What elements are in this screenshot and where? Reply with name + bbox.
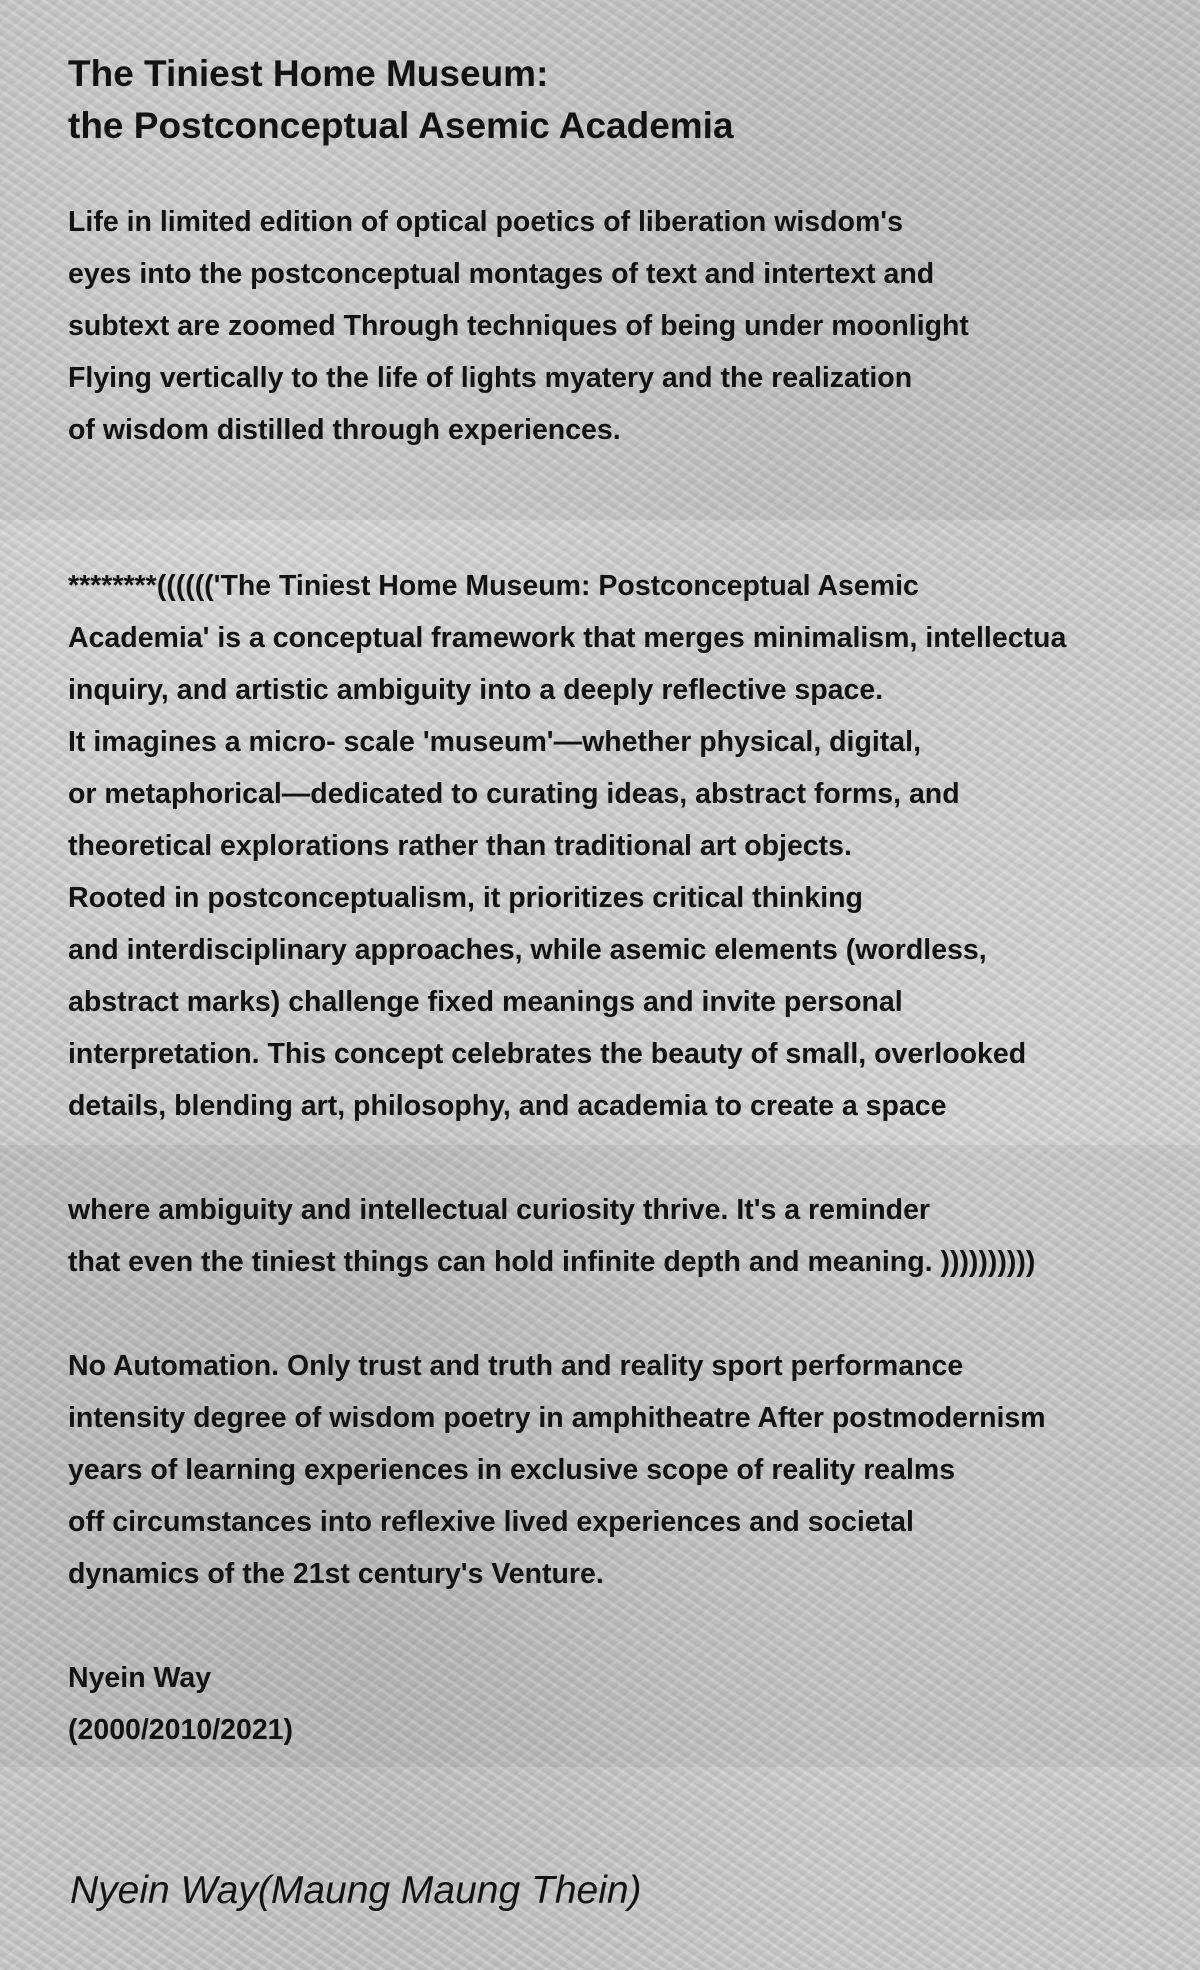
poem-line: It imagines a micro- scale 'museum'—whether physical, digital, (68, 726, 921, 758)
poem-blank-line (68, 1600, 1200, 1652)
poem-line: details, blending art, philosophy, and academia to create a space (68, 1090, 947, 1122)
poem-blank-line (68, 1132, 1200, 1184)
poem-body (68, 196, 1200, 1756)
poem-line: No Automation. Only trust and truth and reality sport performance (68, 1350, 964, 1382)
poem-line: where ambiguity and intellectual curiosity thrive. It's a reminder (68, 1194, 931, 1226)
poem-title-line: The Tiniest Home Museum: (68, 53, 549, 94)
poem-line: ********(((((('The Tiniest Home Museum: Postconceptual Asemic (68, 570, 919, 602)
poem-line: eyes into the postconceptual montages of text and intertext and (68, 258, 935, 290)
poem-line: theoretical explorations rather than traditional art objects. (68, 830, 852, 862)
poem-line: of wisdom distilled through experiences. (68, 414, 621, 446)
poem-blank-line (68, 456, 1200, 508)
poem-blank-line (68, 508, 1200, 560)
poem-line: off circumstances into reflexive lived experiences and societal (68, 1506, 914, 1538)
poem-line: interpretation. This concept celebrates the beauty of small, overlooked (68, 1038, 1027, 1070)
poem-title-line: the Postconceptual Asemic Academia (68, 105, 734, 146)
poem-line: subtext are zoomed Through techniques of being under moonlight (68, 310, 969, 342)
poem-title (68, 48, 1200, 152)
poem-line: Life in limited edition of optical poetics of liberation wisdom's (68, 206, 903, 238)
poem-line: that even the tiniest things can hold infinite depth and meaning. )))))))))) (68, 1246, 1036, 1278)
poem-line: or metaphorical—dedicated to curating ideas, abstract forms, and (68, 778, 960, 810)
poem-line: (2000/2010/2021) (68, 1714, 294, 1746)
poem-card (68, 48, 1200, 1756)
poem-line: Flying vertically to the life of lights myatery and the realization (68, 362, 913, 394)
poem-line: Academia' is a conceptual framework that merges minimalism, intellectua (68, 622, 1067, 654)
author-name: Nyein Way(Maung Maung Thein) (70, 1869, 642, 1912)
poem-line: years of learning experiences in exclusive scope of reality realms (68, 1454, 956, 1486)
poem-line: Rooted in postconceptualism, it prioritizes critical thinking (68, 882, 863, 914)
poem-line: Nyein Way (68, 1662, 212, 1694)
poem-line: dynamics of the 21st century's Venture. (68, 1558, 604, 1590)
poem-line: and interdisciplinary approaches, while asemic elements (wordless, (68, 934, 987, 966)
poem-line: intensity degree of wisdom poetry in amphitheatre After postmodernism (68, 1402, 1046, 1434)
poem-line: abstract marks) challenge fixed meanings and invite personal (68, 986, 903, 1018)
poem-line: inquiry, and artistic ambiguity into a deeply reflective space. (68, 674, 884, 706)
poem-blank-line (68, 1288, 1200, 1340)
